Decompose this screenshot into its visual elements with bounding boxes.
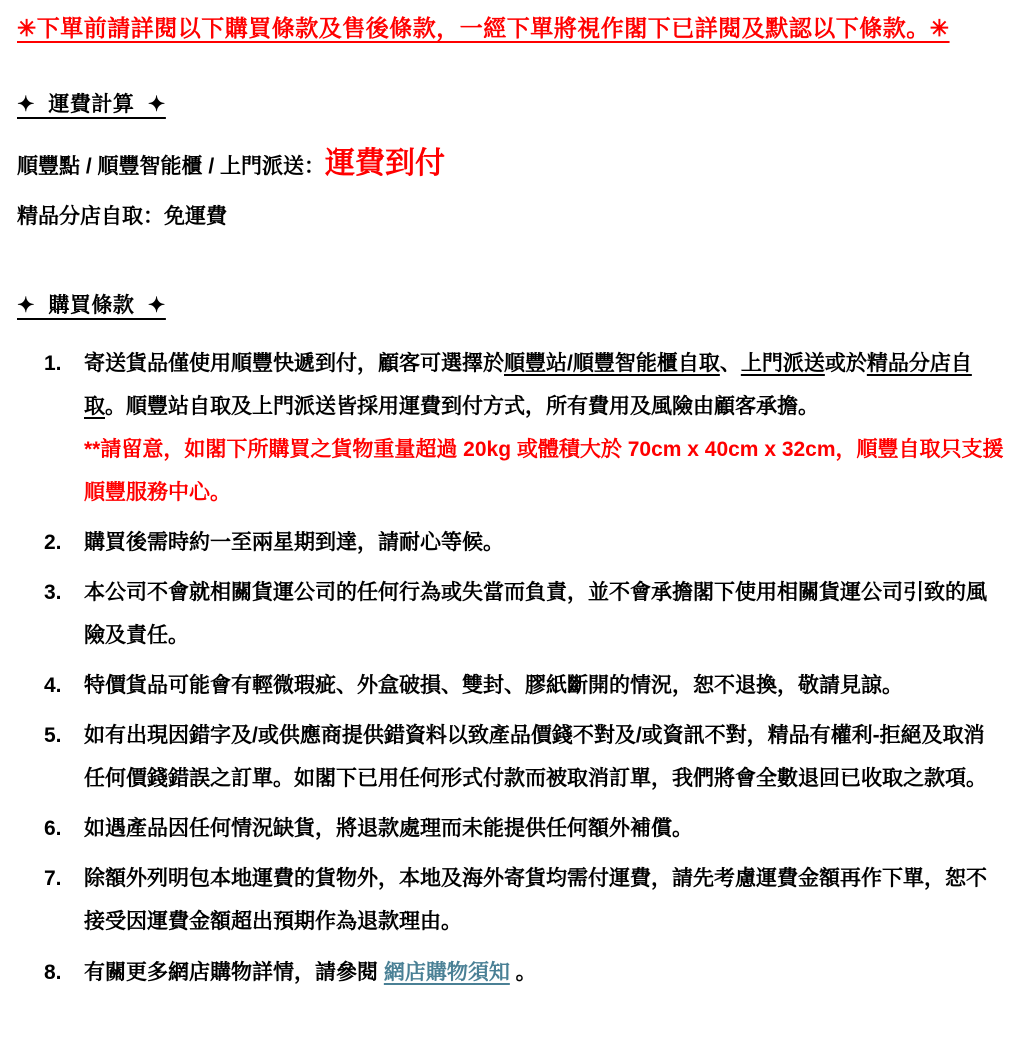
text-segment: 購買後需時約一至兩星期到達，請耐心等候。: [84, 531, 504, 555]
text-segment: 如遇產品因任何情況缺貨，將退款處理而未能提供任何額外補償。: [84, 817, 693, 841]
text-segment: 除額外列明包本地運費的貨物外，本地及海外寄貨均需付運費，請先考慮運費金額再作下單，恕不接受因運費金額超出預期作為退款理由。: [84, 867, 987, 934]
term-number: 2.: [44, 531, 62, 555]
term-text: [84, 664, 903, 707]
term-item-8: [17, 951, 1010, 994]
term-number: 8.: [44, 960, 62, 984]
terms-section-heading-text: ✦ 購買條款 ✦: [17, 293, 166, 317]
term-item-7: [17, 857, 1010, 943]
term-item-5: [17, 714, 1010, 800]
underlined-phrase: 上門派送: [740, 351, 825, 375]
term-text: [84, 342, 1004, 514]
term-number: 3.: [44, 581, 62, 605]
shipping-section-heading-text: ✦ 運費計算 ✦: [17, 92, 166, 116]
term-item-4: [17, 664, 1010, 707]
weight-limit-note: **請留意，如閣下所購買之貨物重量超過 20kg 或體積大於 70cm x 40cm x 32cm，順豐自取只支援順豐服務中心。: [84, 437, 1004, 505]
terms-section-heading: [17, 289, 1010, 319]
text-segment: 特價貨品可能會有輕微瑕疵、外盒破損、雙封、膠紙斷開的情況，恕不退換，敬請見諒。: [84, 674, 903, 698]
text-segment: 或於: [824, 351, 867, 375]
terms-list: [17, 342, 1010, 994]
shipping-method-line: [17, 144, 1010, 183]
underlined-phrase: 精品分店自取: [84, 351, 972, 418]
term-text: [84, 857, 1004, 943]
text-segment: 。順豐站自取及上門派送皆採用運費到付方式，所有費用及風險由顧客承擔。: [105, 394, 819, 418]
text-segment: 本公司不會就相關貨運公司的任何行為或失當而負責，並不會承擔閣下使用相關貨運公司引致的風險及責任。: [84, 581, 987, 648]
term-number: 6.: [44, 817, 62, 841]
text-segment: 、: [719, 351, 741, 375]
store-pickup-line: 精品分店自取：免運費: [17, 204, 227, 228]
text-segment: 如有出現因錯字及/或供應商提供錯資料以致產品價錢不對及/或資訊不對，精品有權利-拒絕及取消任何價錢錯誤之訂單。如閣下已用任何形式付款而被取消訂單，我們將會全數退回已收取之款項。: [84, 724, 987, 791]
term-text: [84, 807, 693, 850]
term-text: [84, 571, 1004, 657]
term-number: 1.: [44, 351, 62, 375]
term-text: [84, 951, 537, 994]
term-number: 7.: [44, 867, 62, 891]
text-segment: 。: [509, 960, 537, 984]
link-store-shopping-guide[interactable]: 網店購物須知: [383, 960, 510, 984]
freight-collect-highlight: 運費到付: [325, 146, 446, 180]
pre-order-notice: ✳︎下單前請詳閱以下購買條款及售後條款，一經下單將視作閣下已詳閱及默認以下條款。✳︎: [17, 15, 950, 41]
term-text: [84, 521, 504, 564]
underlined-phrase: 順豐站/順豐智能櫃自取: [504, 351, 720, 375]
term-text: [84, 714, 1004, 800]
term-item-1: [17, 342, 1010, 514]
term-item-2: [17, 521, 1010, 564]
text-segment: 有關更多網店購物詳情，請參閱: [84, 960, 384, 984]
term-item-6: [17, 807, 1010, 850]
text-segment: 寄送貨品僅使用順豐快遞到付，顧客可選擇於: [84, 351, 504, 375]
term-item-3: [17, 571, 1010, 657]
term-number: 4.: [44, 674, 62, 698]
text-segment: 順豐點 / 順豐智能櫃 / 上門派送：: [17, 154, 326, 178]
shipping-section-heading: [17, 88, 1010, 118]
term-number: 5.: [44, 724, 62, 748]
